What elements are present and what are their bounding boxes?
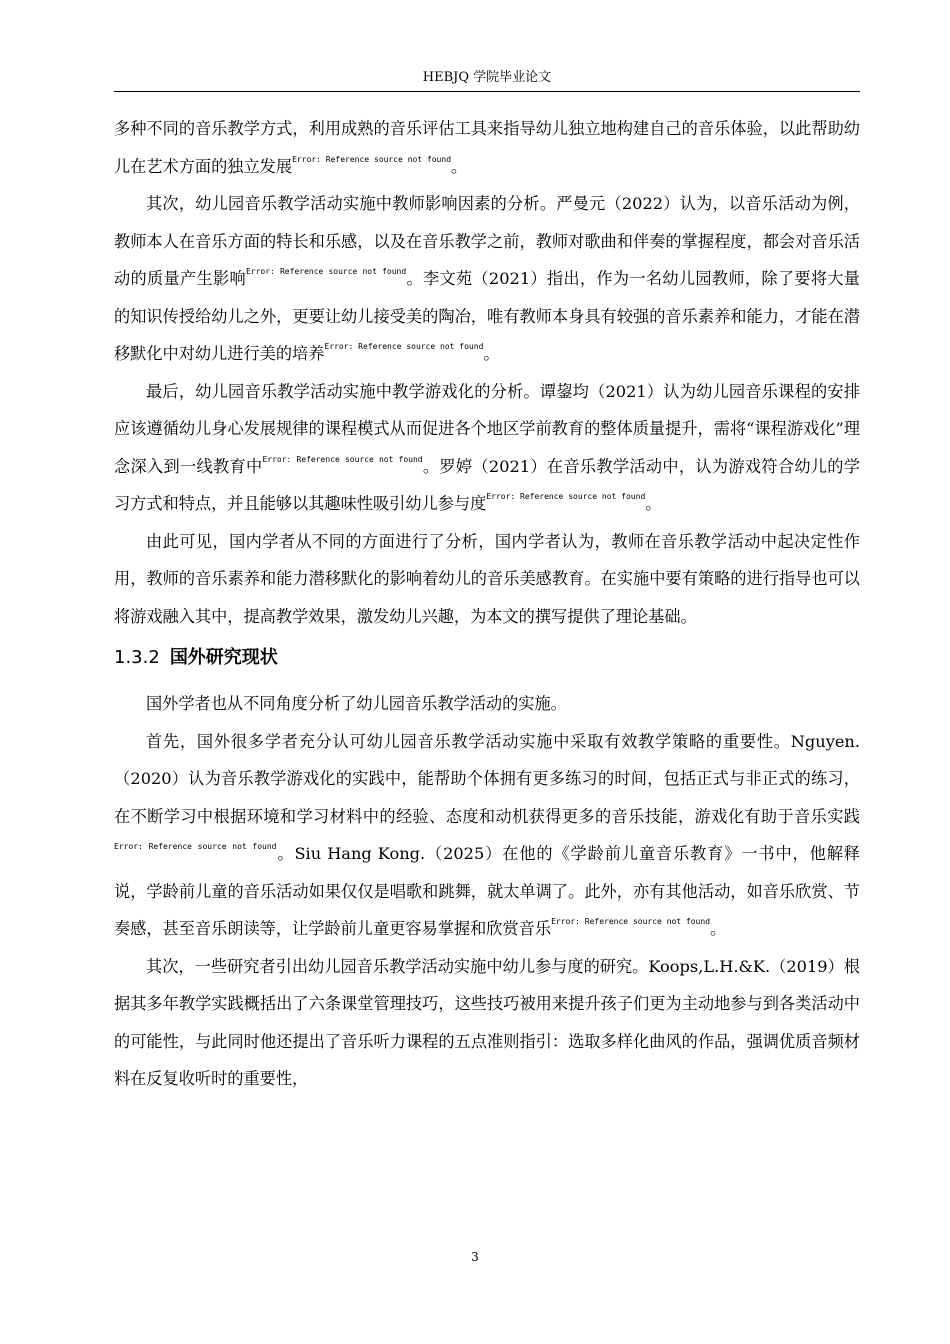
section-title: 国外研究现状: [169, 647, 278, 668]
page-number: 3: [471, 1250, 479, 1264]
paragraph: 其次，一些研究者引出幼儿园音乐教学活动实施中幼儿参与度的研究。Koops,L.H.&K.（2019）根据其多年教学实践概括出了六条课堂管理技巧，这些技巧被用来提升孩子们更为主动地参与到各类活动中的可能性，与此同时他还提出了音乐听力课程的五点准则指引：选取多样化曲风的作品，强调优质音频材料在反复收听时的重要性，: [114, 956, 860, 1088]
reference-error: Error: Reference source not found: [551, 917, 711, 926]
paragraph: 国外学者也从不同角度分析了幼儿园音乐教学活动的实施。: [146, 694, 567, 713]
document-body: [114, 110, 860, 1098]
page-footer: [0, 1250, 950, 1264]
section-number: 1.3.2: [114, 647, 160, 668]
reference-error: Error: Reference source not found: [486, 492, 646, 501]
paragraph: 其次，幼儿园音乐教学活动实施中教师影响因素的分析。严曼元（2022）认为，以音乐活动为例，教师本人在音乐方面的特长和乐感，以及在音乐教学之前，教师对歌曲和伴奏的掌握程度，都会对音乐活动的质量产生影响$^{Error: Reference source not found}$。李文苑（2021）指出，作为一名幼儿园教师，除了要将大量的知识传授给幼儿之外，更要让幼儿接受美的陶冶，唯有教师本身具有较强的音乐素养和能力，才能在潜移默化中对幼儿进行美的培养$^{Error: Reference source not found}$。: [114, 194, 860, 363]
reference-error: Error: Reference source not found: [245, 267, 407, 276]
paragraph: 由此可见，国内学者从不同的方面进行了分析，国内学者认为，教师在音乐教学活动中起决定性作用，教师的音乐素养和能力潜移默化的影响着幼儿的音乐美感教育。在实施中要有策略的进行指导也可以将游戏融入其中，提高教学效果，激发幼儿兴趣，为本文的撰写提供了理论基础。: [114, 531, 860, 626]
header-title: HEBJQ 学院毕业论文: [422, 70, 552, 85]
reference-error: Error: Reference source not found: [324, 342, 484, 351]
page-header: [114, 66, 860, 92]
paragraph: 最后，幼儿园音乐教学活动实施中教学游戏化的分析。谭鋆均（2021）认为幼儿园音乐课程的安排应该遵循幼儿身心发展规律的课程模式从而促进各个地区学前教育的整体质量提升，需将“课程游戏化”理念深入到一线教育中$^{Error: Reference source not found}$。罗婷（2021）在音乐教学活动中，认为游戏符合幼儿的学习方式和特点，并且能够以其趣味性吸引幼儿参与度$^{Error: Reference source not found}$。: [114, 381, 860, 513]
paragraph: 首先，国外很多学者充分认可幼儿园音乐教学活动实施中采取有效教学策略的重要性。Nguyen.（2020）认为音乐教学游戏化的实践中，能帮助个体拥有更多练习的时间，包括正式与非正式的练习，在不断学习中根据环境和学习材料中的经验、态度和动机获得更多的音乐技能，游戏化有助于音乐实践$^{Error: Reference source not found}$。Siu Hang Kong.（2025）在他的《学龄前儿童音乐教育》一书中，他解释说，学龄前儿童的音乐活动如果仅仅是唱歌和跳舞，就太单调了。此外，亦有其他活动，如音乐欣赏、节奏感，甚至音乐朗读等，让学龄前儿童更容易掌握和欣赏音乐$^{Error: Reference source not found}$。: [114, 731, 860, 938]
reference-error: Error: Reference source not found: [114, 842, 277, 851]
paragraph: 多种不同的音乐教学方式，利用成熟的音乐评估工具来指导幼儿独立地构建自己的音乐体验，以此帮助幼儿在艺术方面的独立发展$^{Error: Reference source not found}$。: [114, 119, 860, 176]
reference-error: Error: Reference source not found: [292, 154, 452, 164]
reference-error: Error: Reference source not found: [262, 454, 423, 464]
section-heading: [114, 639, 860, 677]
